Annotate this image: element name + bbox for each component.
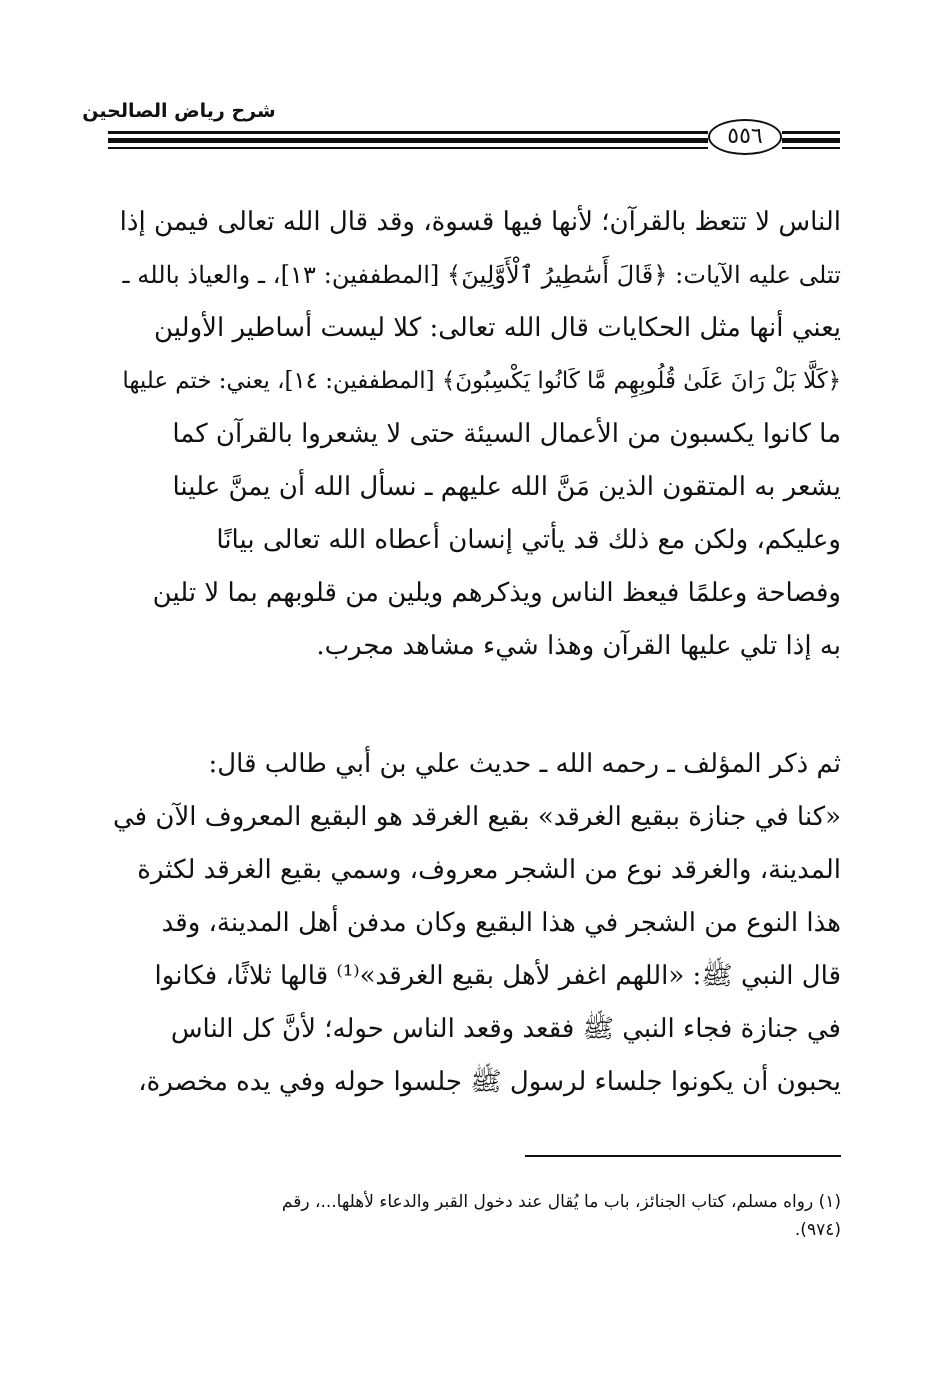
text-line: ثم ذكر المؤلف ـ رحمه الله ـ حديث علي بن أبي طالب قال: [208,749,841,779]
text-line: وعليكم، ولكن مع ذلك قد يأتي إنسان أعطاه الله تعالى بيانًا [216,525,841,555]
text-line: به إذا تلي عليها القرآن وهذا شيء مشاهد مجرب. [316,631,841,661]
header-rule [782,131,840,134]
text-line: ﴿كَلَّا بَلْ رَانَ عَلَىٰ قُلُوبِهِم مَّا كَانُوا يَكْسِبُونَ﴾ [المطففين: ١٤]، يعني: ختم عليها [122,368,841,394]
paragraph-1 [108,196,841,673]
header-rule [108,138,708,143]
header-rule [108,147,708,149]
footnote-line: (٩٧٤). [794,1220,841,1240]
text-line: قال النبي ﷺ: «اللهم اغفر لأهل بقيع الغرقد»⁽¹⁾ قالها ثلاثًا، فكانوا [154,961,841,991]
text-line: يحبون أن يكونوا جلساء لرسول ﷺ جلسوا حوله وفي يده مخصرة، [138,1067,841,1097]
text-line: هذا النوع من الشجر في هذا البقيع وكان مدفن أهل المدينة، وقد [161,908,841,938]
footnote-line: (١) رواه مسلم، كتاب الجنائز، باب ما يُقال عند دخول القبر والدعاء لأهلها...، رقم [281,1192,841,1212]
text-line: تتلى عليه الآيات: ﴿قَالَ أَسَٰطِيرُ ٱلْأَوَّلِينَ﴾ [المطففين: ١٣]، ـ والعياذ بالله ـ [122,261,841,289]
text-line: «كنا في جنازة ببقيع الغرقد» بقيع الغرقد هو البقيع المعروف الآن في [113,802,841,832]
header-rule [108,131,708,134]
text-line: المدينة، والغرقد نوع من الشجر معروف، وسمي بقيع الغرقد لكثرة [137,855,841,885]
header-rule [782,138,840,143]
page-number: ٥٥٦ [708,119,782,155]
text-line: يعني أنها مثل الحكايات قال الله تعالى: كلا ليست أساطير الأولين [154,313,841,343]
footnote-separator [525,1155,841,1157]
paragraph-2 [108,738,841,1109]
running-title: شرح رياض الصالحين [82,100,276,122]
footnote [108,1188,841,1244]
text-line: يشعر به المتقون الذين مَنَّ الله عليهم ـ نسأل الله أن يمنَّ علينا [172,472,841,502]
text-line: وفصاحة وعلمًا فيعظ الناس ويذكرهم ويلين من قلوبهم بما لا تلين [152,578,841,608]
text-line: ما كانوا يكسبون من الأعمال السيئة حتى لا يشعروا بالقرآن كما [172,419,841,449]
text-line: في جنازة فجاء النبي ﷺ فقعد وقعد الناس حوله؛ لأنَّ كل الناس [170,1014,841,1044]
text-line: الناس لا تتعظ بالقرآن؛ لأنها فيها قسوة، وقد قال الله تعالى فيمن إذا [119,207,841,237]
header-rule [782,147,840,149]
